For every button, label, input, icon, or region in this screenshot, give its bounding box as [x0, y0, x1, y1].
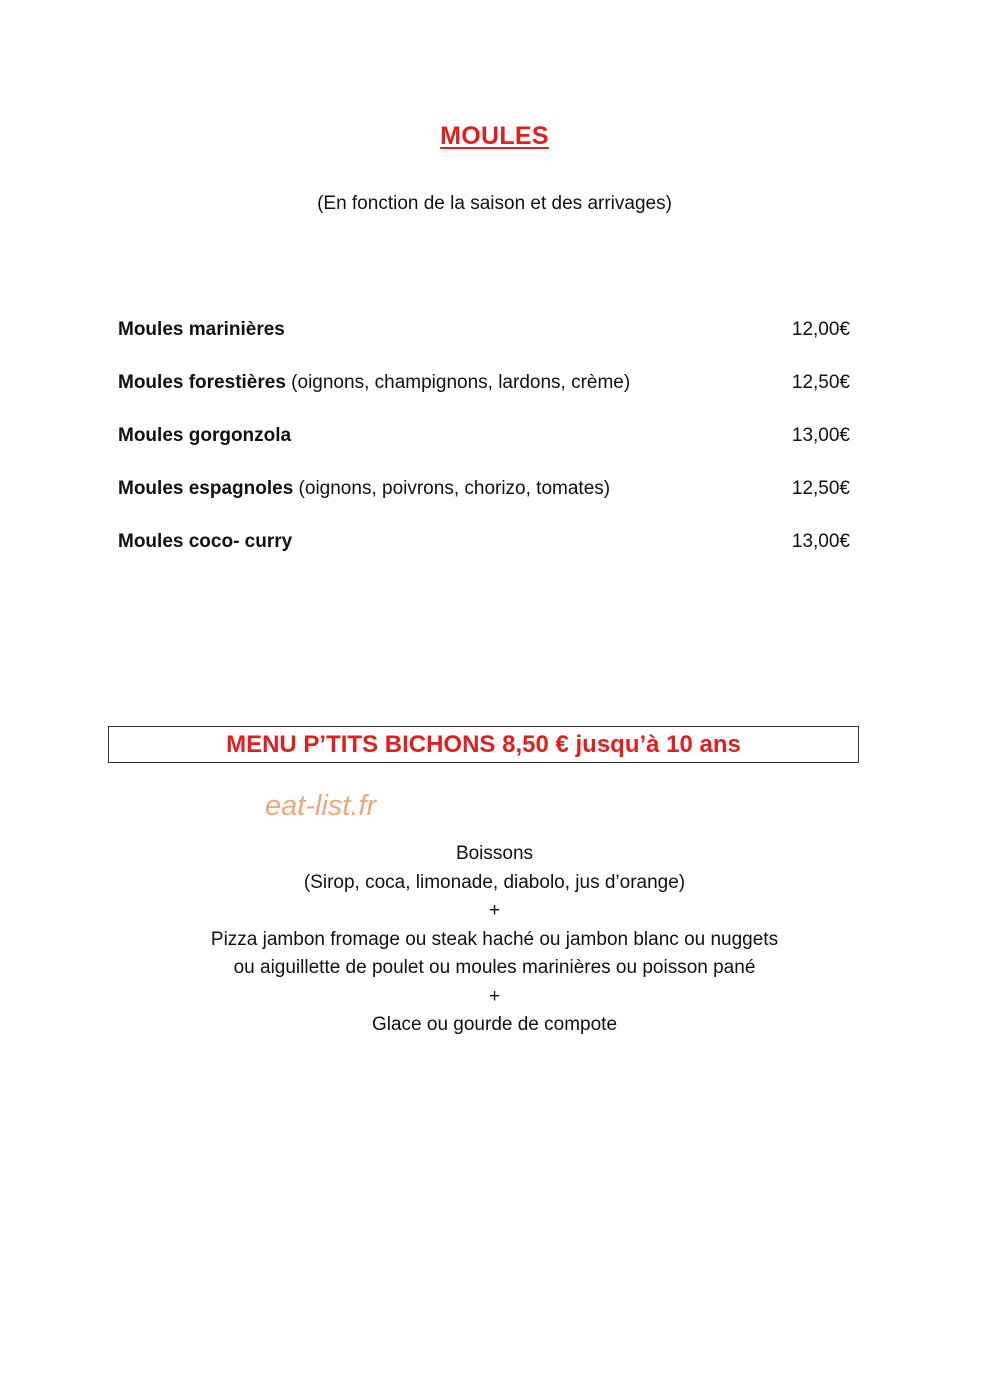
- dish-price: 12,50€: [791, 478, 850, 499]
- dish: [118, 424, 291, 448]
- section-title: MOULES: [440, 122, 549, 150]
- dish-name: Moules marinières: [118, 319, 285, 340]
- dish-price: 13,00€: [791, 425, 850, 446]
- kids-menu-title: MENU P’TITS BICHONS 8,50 € jusqu’à 10 ans: [108, 726, 859, 763]
- dish-price: 13,00€: [791, 531, 850, 552]
- menu-item: [118, 318, 850, 371]
- kids-menu-line: +: [488, 900, 501, 921]
- kids-menu-line: +: [488, 985, 501, 1007]
- dish-price: 12,00€: [791, 319, 850, 340]
- kids-menu-line: Pizza jambon fromage ou steak haché ou jambon blanc ou nuggets: [210, 928, 779, 950]
- dish: [118, 530, 292, 554]
- dish: [118, 371, 630, 395]
- dish-name: Moules gorgonzola: [118, 425, 292, 446]
- menu-item: [118, 477, 850, 530]
- mussels-menu-list: [118, 318, 850, 583]
- dish-name: Moules forestières: [118, 372, 286, 393]
- section-subtitle: (En fonction de la saison et des arrivages): [317, 193, 672, 214]
- dish-price: 12,50€: [791, 372, 850, 393]
- dish-name: Moules espagnoles: [118, 478, 294, 499]
- menu-item: [118, 424, 850, 477]
- kids-menu-line: Glace ou gourde de compote: [371, 1014, 618, 1035]
- kids-menu-line: ou aiguillette de poulet ou moules marinières ou poisson pané: [233, 957, 756, 978]
- kids-menu-details: [0, 840, 989, 1040]
- kids-menu-line: (Sirop, coca, limonade, diabolo, jus d’orange): [303, 871, 686, 893]
- dish-name: Moules coco- curry: [118, 531, 293, 552]
- dish: [118, 477, 610, 501]
- watermark: eat-list.fr: [265, 790, 377, 822]
- dish-description: (oignons, poivrons, chorizo, tomates): [293, 478, 611, 499]
- dish-description: (oignons, champignons, lardons, crème): [285, 372, 631, 393]
- kids-menu-line: Boissons: [455, 843, 534, 864]
- menu-item: [118, 371, 850, 424]
- dish: [118, 318, 285, 342]
- menu-item: [118, 530, 850, 583]
